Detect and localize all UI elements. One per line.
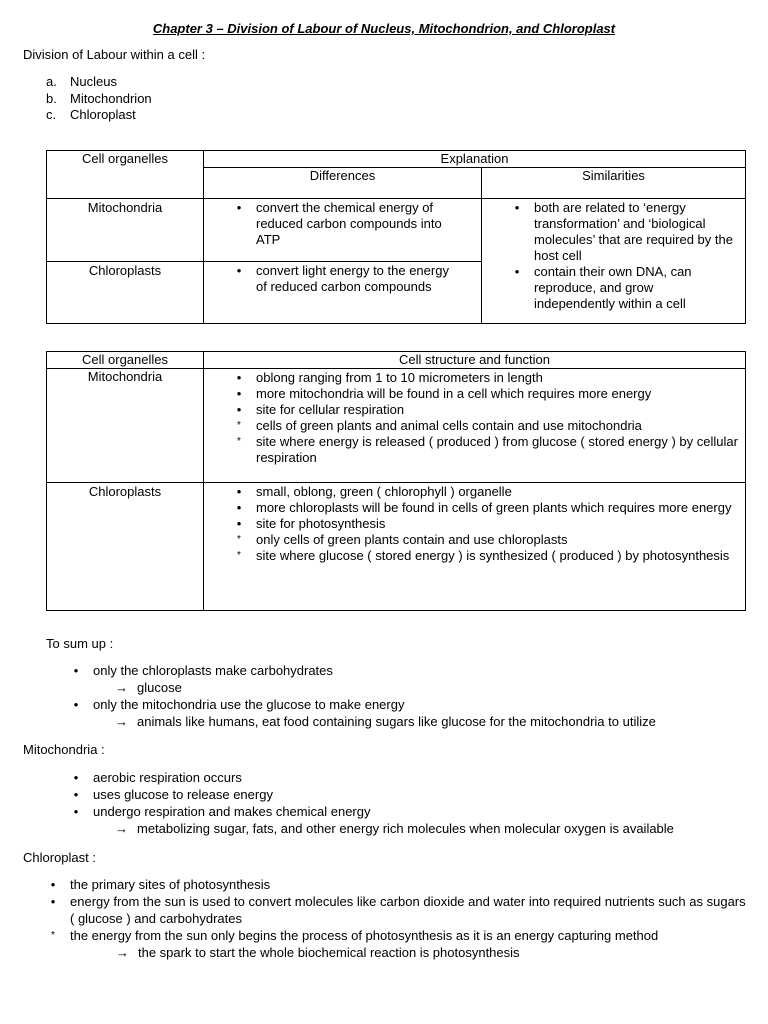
mitochondria-heading: Mitochondria : bbox=[23, 742, 105, 757]
chloroplast-list bbox=[46, 876, 746, 961]
table-header-organelle: Cell organelles bbox=[47, 151, 204, 199]
list-item: c. Chloroplast bbox=[46, 107, 136, 122]
list-item: a. Nucleus bbox=[46, 74, 117, 89]
intro-text: Division of Labour within a cell : bbox=[23, 47, 206, 62]
table-cell-organelle: Chloroplasts bbox=[47, 262, 204, 324]
list-item: • site for photosynthesis bbox=[236, 516, 386, 531]
sum-up-heading: To sum up : bbox=[46, 636, 114, 651]
table-cell-organelle: Chloroplasts bbox=[47, 483, 204, 611]
arrow-icon: → bbox=[116, 945, 129, 960]
list-item: • uses glucose to release energy bbox=[73, 787, 273, 802]
table-cell-function bbox=[204, 369, 746, 483]
list-item: • both are related to ‘energy transformation’ and ‘biological molecules’ that are required by the host cell bbox=[514, 200, 733, 263]
list-item: • convert the chemical energy of reduced carbon compounds into ATP bbox=[236, 200, 442, 247]
list-item: • contain their own DNA, can reproduce, and grow independently within a cell bbox=[514, 264, 692, 311]
table-cell-difference bbox=[204, 262, 482, 324]
organelle-list bbox=[46, 74, 152, 124]
arrow-icon: → bbox=[115, 714, 128, 729]
list-item: • the primary sites of photosynthesis bbox=[50, 877, 271, 892]
list-item: • more chloroplasts will be found in cells of green plants which requires more energy bbox=[236, 500, 732, 515]
list-item: * the energy from the sun only begins the process of photosynthesis as it is an energy capturing method → the spark to start the whole biochemical reaction is photosynthesis bbox=[51, 928, 659, 960]
list-item: • oblong ranging from 1 to 10 micrometers in length bbox=[236, 370, 543, 385]
table-cell-function bbox=[204, 483, 746, 611]
mitochondria-list bbox=[69, 769, 759, 837]
list-item: • small, oblong, green ( chlorophyll ) organelle bbox=[236, 484, 512, 499]
list-item: • convert light energy to the energy of reduced carbon compounds bbox=[236, 263, 449, 294]
table-header-similarities: Similarities bbox=[482, 168, 746, 199]
arrow-icon: → bbox=[115, 680, 128, 695]
list-item: • undergo respiration and makes chemical energy → metabolizing sugar, fats, and other energy rich molecules when molecular oxygen is available bbox=[73, 804, 674, 836]
list-item: • energy from the sun is used to convert molecules like carbon dioxide and water into required nutrients such as sugars ( glucose ) and carbohydrates bbox=[50, 894, 746, 926]
list-item: • aerobic respiration occurs bbox=[73, 770, 242, 785]
list-item: b. Mitochondrion bbox=[46, 90, 152, 106]
table-cell-organelle: Mitochondria bbox=[47, 199, 204, 262]
chloroplast-heading: Chloroplast : bbox=[23, 850, 96, 865]
arrow-icon: → bbox=[115, 821, 128, 836]
list-item: * site where glucose ( stored energy ) is synthesized ( produced ) by photosynthesis bbox=[237, 548, 730, 563]
structure-function-table bbox=[46, 351, 746, 611]
table-header-explanation: Explanation bbox=[204, 151, 746, 168]
table-cell-similarities bbox=[482, 199, 746, 324]
list-item: * cells of green plants and animal cells contain and use mitochondria bbox=[237, 418, 642, 433]
table-header-function: Cell structure and function bbox=[204, 352, 746, 369]
table-header-organelle: Cell organelles bbox=[47, 352, 204, 369]
sum-up-list bbox=[69, 662, 749, 730]
table-header-differences: Differences bbox=[204, 168, 482, 199]
table-cell-difference bbox=[204, 199, 482, 262]
differences-table bbox=[46, 150, 746, 324]
list-item: * site where energy is released ( produced ) from glucose ( stored energy ) by cellular respiration bbox=[237, 434, 738, 465]
list-item: • only the chloroplasts make carbohydrates → glucose bbox=[73, 663, 333, 695]
page-title: Chapter 3 – Division of Labour of Nucleus, Mitochondrion, and Chloroplast bbox=[152, 21, 616, 36]
list-item: • more mitochondria will be found in a cell which requires more energy bbox=[236, 386, 652, 401]
list-item: • site for cellular respiration bbox=[236, 402, 405, 417]
list-item: • only the mitochondria use the glucose to make energy → animals like humans, eat food containing sugars like glucose for the mitochondria to utilize bbox=[73, 697, 656, 729]
table-cell-organelle: Mitochondria bbox=[47, 369, 204, 483]
list-item: * only cells of green plants contain and use chloroplasts bbox=[237, 532, 568, 547]
